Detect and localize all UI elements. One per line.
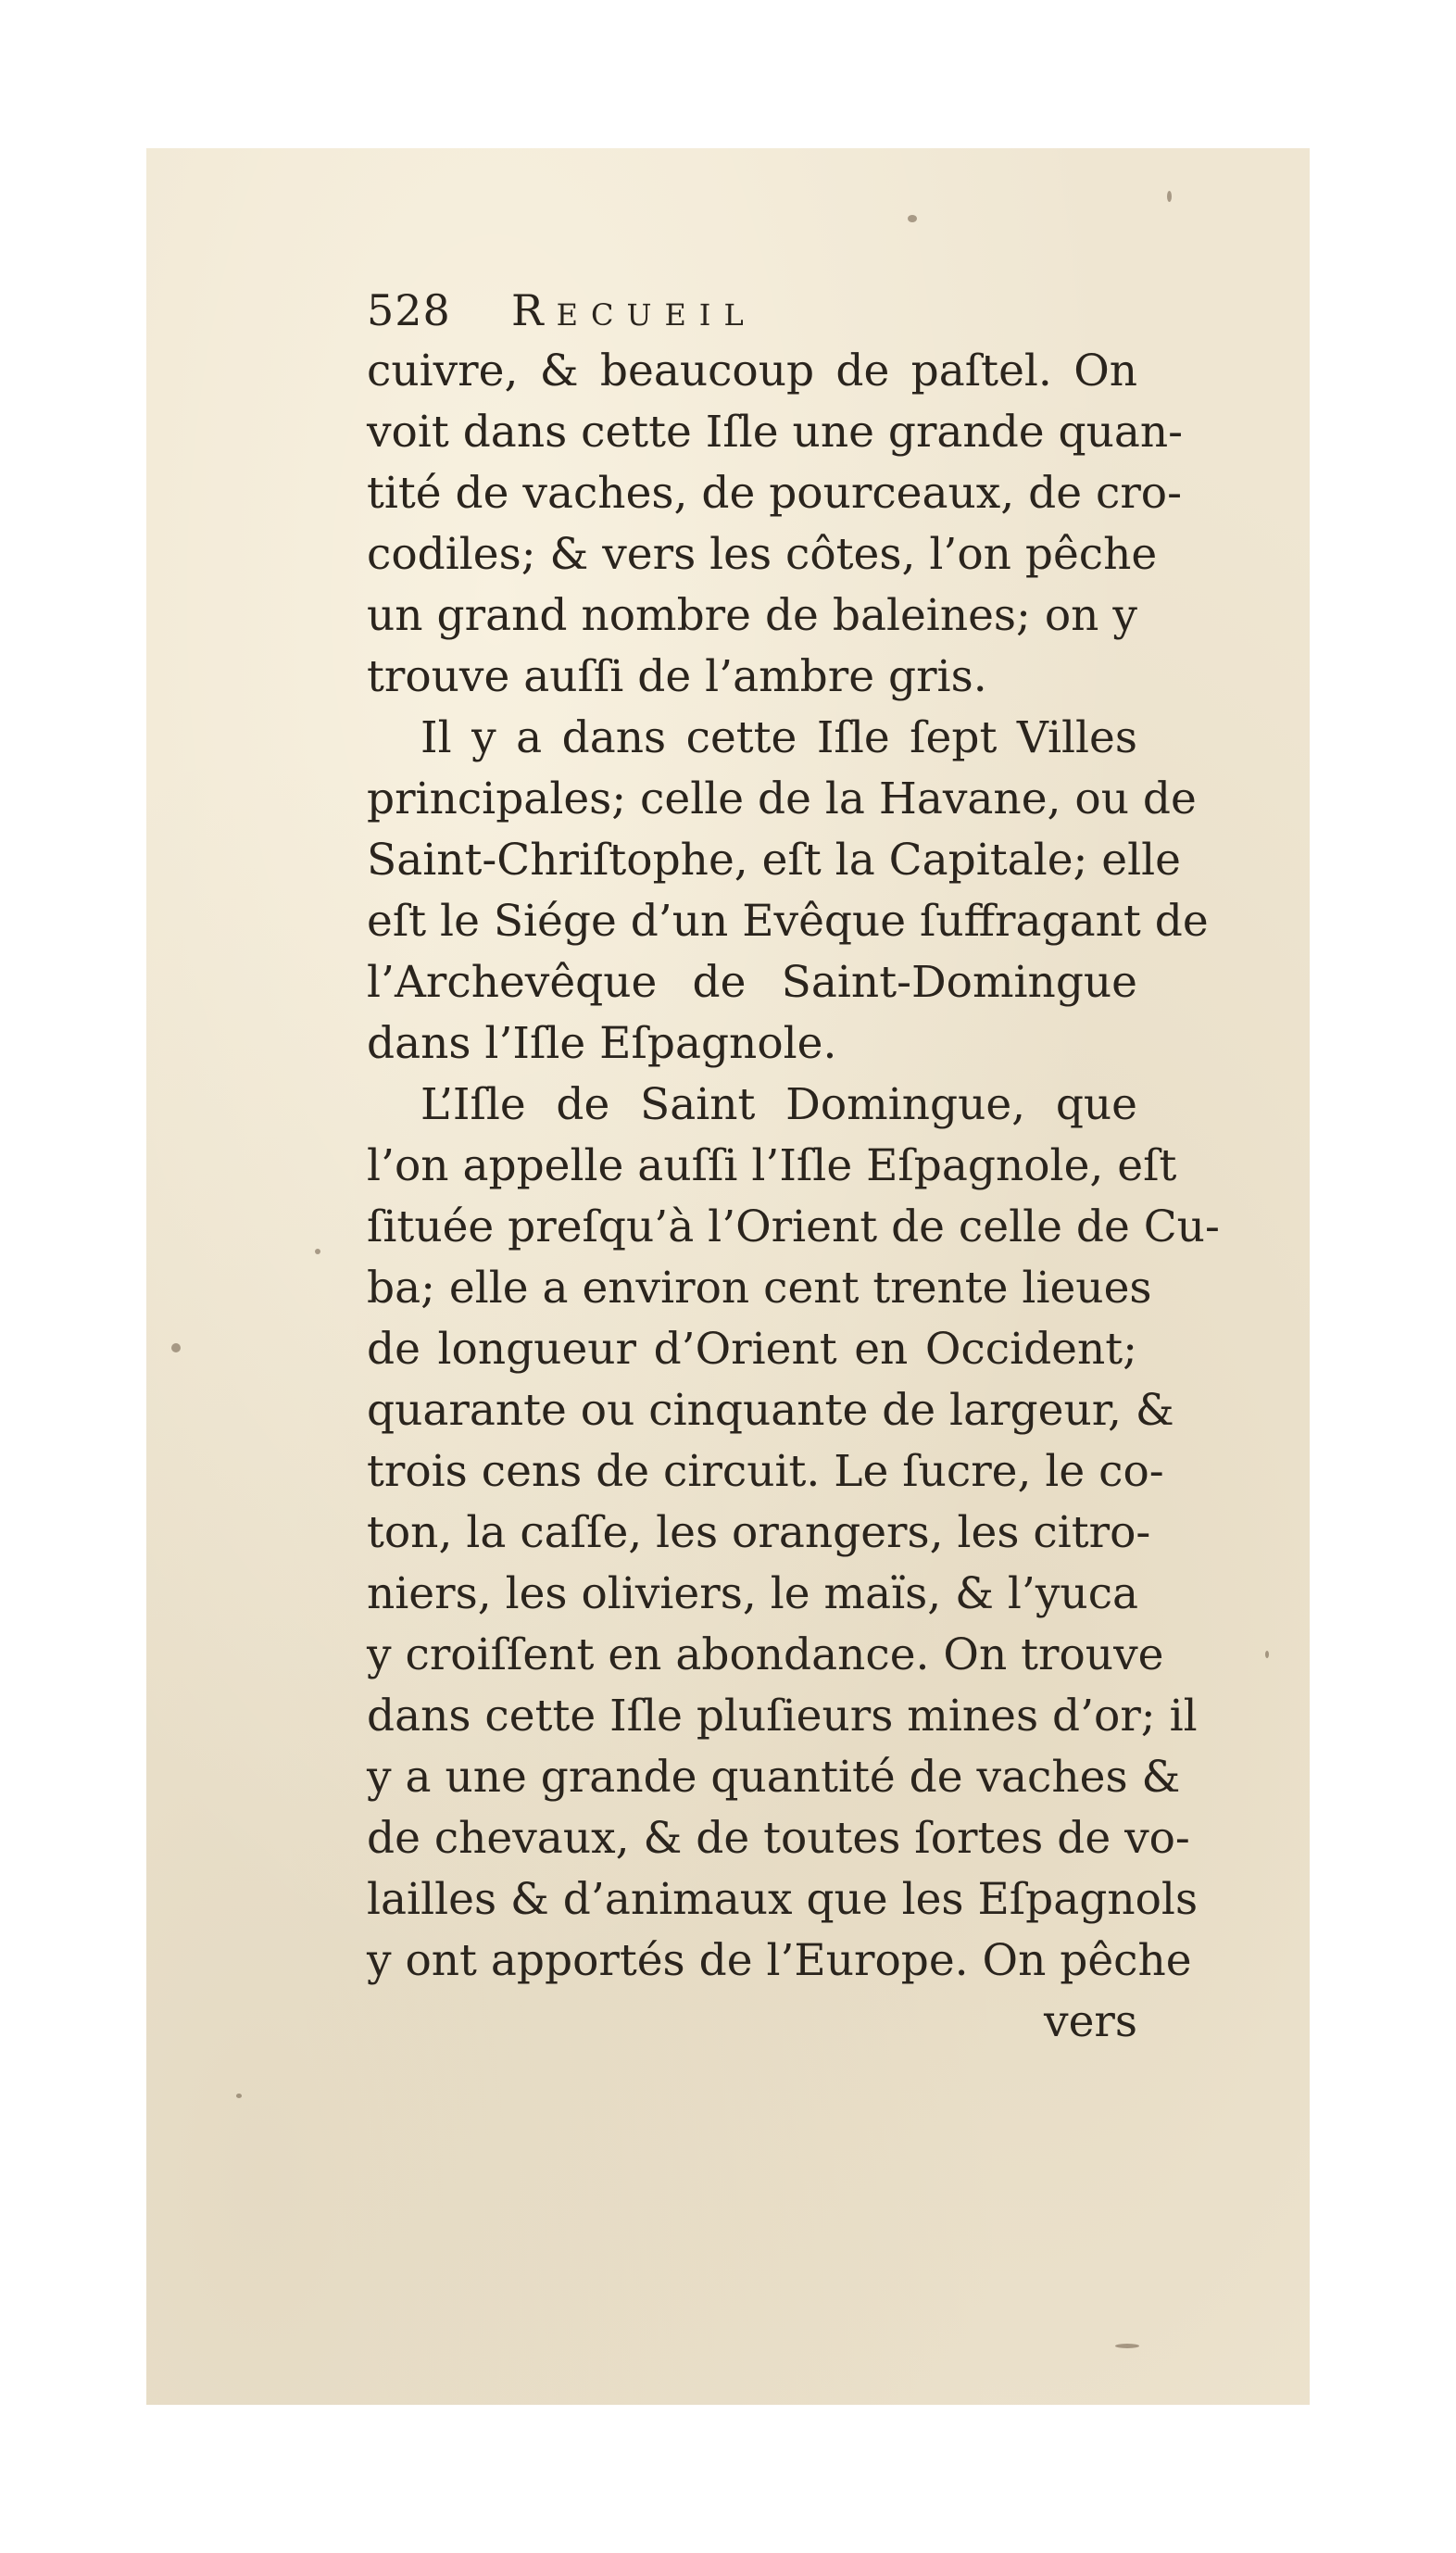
paper-speck xyxy=(171,1343,181,1352)
page-number: 528 xyxy=(367,285,451,335)
text-line: Saint-Chriſtophe, eſt la Capitale; elle xyxy=(367,835,1182,886)
text-line: eſt le Siége d’un Evêque ſuffragant de xyxy=(367,896,1209,947)
text-line: dans cette Iſle pluſieurs mines d’or; il xyxy=(367,1691,1198,1742)
text-line: quarante ou cinquante de largeur, & xyxy=(367,1385,1174,1436)
text-line: y ont apportés de l’Europe. On pêche xyxy=(367,1935,1192,1986)
text-line: l’Archevêque de Saint-Domingue xyxy=(367,957,1137,1008)
text-line: dans l’Iſle Eſpagnole. xyxy=(367,1018,837,1069)
catchword: vers xyxy=(1044,1996,1137,2047)
text-line: L’Iſle de Saint Domingue, que xyxy=(420,1079,1137,1130)
text-line: l’on appelle auſſi l’Iſle Eſpagnole, eſt xyxy=(367,1140,1177,1191)
paper-speck xyxy=(1167,191,1172,202)
paper-speck xyxy=(908,215,917,222)
text-line: ſituée preſqu’à l’Orient de celle de Cu- xyxy=(367,1201,1220,1252)
text-line: trouve auſſi de l’ambre gris. xyxy=(367,651,987,702)
text-line: ba; elle a environ cent trente lieues xyxy=(367,1263,1152,1314)
text-line: codiles; & vers les côtes, l’on pêche xyxy=(367,529,1158,580)
text-line: y croiſſent en abondance. On trouve xyxy=(367,1629,1164,1680)
text-block xyxy=(367,280,1220,2053)
text-line: Il y a dans cette Iſle ſept Villes xyxy=(420,712,1137,763)
text-line: ton, la caſſe, les orangers, les citro- xyxy=(367,1507,1151,1558)
text-line: trois cens de circuit. Le ſucre, le co- xyxy=(367,1446,1164,1497)
paper-speck xyxy=(236,2094,242,2098)
text-line: de longueur d’Orient en Occident; xyxy=(367,1324,1137,1375)
page-header xyxy=(367,280,1137,341)
text-line: lailles & d’animaux que les Eſpagnols xyxy=(367,1874,1199,1925)
paper-speck xyxy=(1115,2344,1139,2348)
text-line: de chevaux, & de toutes ſortes de vo- xyxy=(367,1813,1190,1864)
text-line: un grand nombre de baleines; on y xyxy=(367,590,1137,641)
text-line: voit dans cette Iſle une grande quan- xyxy=(367,407,1184,458)
book-page xyxy=(146,148,1310,2405)
paper-speck xyxy=(1265,1651,1269,1658)
text-line: cuivre, & beaucoup de paſtel. On xyxy=(367,346,1137,396)
text-line: y a une grande quantité de vaches & xyxy=(367,1752,1181,1803)
text-line: principales; celle de la Havane, ou de xyxy=(367,773,1197,824)
text-line: niers, les oliviers, le maïs, & l’yuca xyxy=(367,1568,1139,1619)
text-line: tité de vaches, de pourceaux, de cro- xyxy=(367,468,1182,519)
running-title: Recueil xyxy=(511,285,757,335)
paper-speck xyxy=(315,1249,320,1254)
